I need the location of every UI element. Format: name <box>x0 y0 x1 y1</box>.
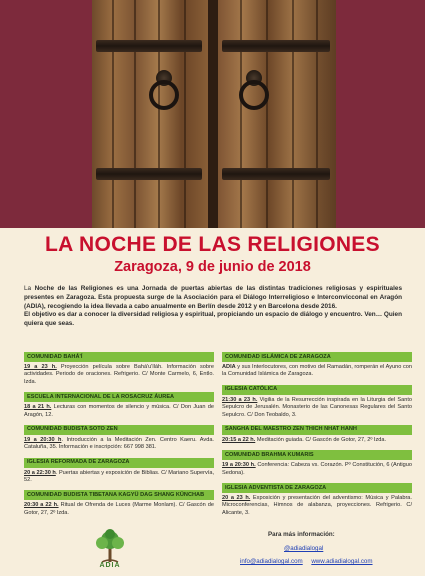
event-section <box>222 483 412 517</box>
event-section <box>222 352 412 379</box>
section-heading: IGLESIA REFORMADA DE ZARAGOZA <box>24 458 214 468</box>
section-text: 20 a 23 h. Exposición y presentación del adventismo: Música y Palabra. Microconferencias, Himnos de alabanza, proyecciones. Refrigerio. C/ Alicante, 3. <box>222 495 412 516</box>
event-section <box>222 385 412 419</box>
event-section <box>222 450 412 477</box>
section-text: ADIA y sus Interlocutores, con motivo del Ramadán, romperán el Ayuno con la Comunidad Islámica de Zaragoza. <box>222 364 412 378</box>
section-heading: ESCUELA INTERNACIONAL DE LA ROSACRUZ ÁUREA <box>24 392 214 402</box>
event-section <box>222 425 412 444</box>
left-column <box>24 352 214 523</box>
section-heading: SANGHA DEL MAESTRO ZEN THICH NHAT HANH <box>222 425 412 435</box>
section-text: 21:30 a 23 h. Vigilia de la Resurrección inspirada en la Liturgia del Santo Sepulcro de Jerusalén. Monasterio de las Canonesas Regulares del Santo Sepulcro. C/ Don Teobaldo, 3. <box>222 396 412 418</box>
section-heading: IGLESIA ADVENTISTA DE ZARAGOZA <box>222 483 412 493</box>
event-section <box>24 458 214 485</box>
section-text: 18 a 21 h. Lecturas con momentos de silencio y música. C/ Don Juan de Aragón, 12. <box>24 404 214 418</box>
left-door-knocker-icon <box>149 80 179 110</box>
section-text: 19 a 20:30 h. Introducción a la Meditación Zen. Centro Kaeru. Avda. Cataluña, 35. Información e inscripción: 667 998 381. <box>24 436 214 451</box>
event-section <box>24 392 214 419</box>
iron-band <box>96 168 202 180</box>
event-section <box>24 352 214 386</box>
website-link[interactable]: www.adiadialogal.com <box>311 558 373 565</box>
intro-text: La Noche de las Religiones es una Jornada de puertas abiertas de las distintas tradiciones religiosas y espirituales presentes en Zaragoza. Esta propuesta surge de la Asociación para el Diálogo Interreligioso e Interconvicconal en Aragón (ADIA), recogiendo la idea llevada a cabo anualmente en Berlín desde 2012 y en Barcelona desde 2016. El objetivo es dar a conocer la diversidad religiosa y espiritual, propiciando un espacio de diálogo y encuentro. Ven… Quien quiera que seas. <box>24 285 402 328</box>
section-text: 20:15 a 22 h. Meditación guiada. C/ Gascón de Gotor, 27, 2º Izda. <box>222 436 387 443</box>
section-heading: COMUNIDAD BUDISTA TIBETANA KAGYÜ DAG SHANG KÜNCHAB <box>24 490 214 500</box>
section-text: 19 a 20:30 h. Conferencia: Cabeza vs. Corazón. Pº Constitución, 6 (Antiguo Sedona). <box>222 462 412 476</box>
event-section <box>24 425 214 452</box>
door-gap <box>208 0 218 228</box>
right-door-knocker-icon <box>239 80 269 110</box>
section-text: 19 a 23 h. Proyección película sobre Bahá'u'lláh. Información sobre actividades. Periodo de oraciones. Refrigerio. C/ Monte Carmelo, 6, Entlo. Izda. <box>24 364 214 385</box>
section-heading: COMUNIDAD ISLÁMICA DE ZARAGOZA <box>222 352 412 362</box>
event-section <box>24 490 214 517</box>
intro-objective: El objetivo es dar a conocer la diversidad religiosa y espiritual, propiciando un espacio de diálogo y encuentro. Ven… Quien quiera que seas. <box>24 311 402 328</box>
section-text: 20:30 a 22 h. Ritual de Ofrenda de Luces (Marme Monlam). C/ Gascón de Gotor, 27, 2º Izda. <box>24 502 214 516</box>
section-heading: COMUNIDAD BRAHMA KUMARIS <box>222 450 412 460</box>
iron-band <box>222 168 330 180</box>
section-heading: COMUNIDAD BUDISTA SOTO ZEN <box>24 425 214 435</box>
contact-line <box>240 558 373 565</box>
more-info-label: Para más información: <box>268 531 335 538</box>
left-door-image <box>92 0 212 228</box>
social-handle-link[interactable]: @adiadialogal <box>284 545 324 552</box>
iron-band <box>222 40 330 52</box>
section-heading: IGLESIA CATÓLICA <box>222 385 412 395</box>
right-door-image <box>216 0 336 228</box>
email-link[interactable]: info@adiadialogal.com <box>240 558 303 565</box>
section-heading: COMUNIDAD BAHÁ'Í <box>24 352 214 362</box>
header-photo <box>0 0 425 228</box>
iron-band <box>96 40 202 52</box>
section-text: 20 a 22:30 h. Puertas abiertas y exposición de Biblias. C/ Mariano Supervía, 52. <box>24 469 214 483</box>
right-column <box>222 352 412 523</box>
adia-tree-logo-icon <box>92 526 128 566</box>
poster-subtitle: Zaragoza, 9 de junio de 2018 <box>114 259 311 275</box>
logo-label: ADIA <box>99 562 121 569</box>
poster-title: LA NOCHE DE LAS RELIGIONES <box>45 233 380 256</box>
